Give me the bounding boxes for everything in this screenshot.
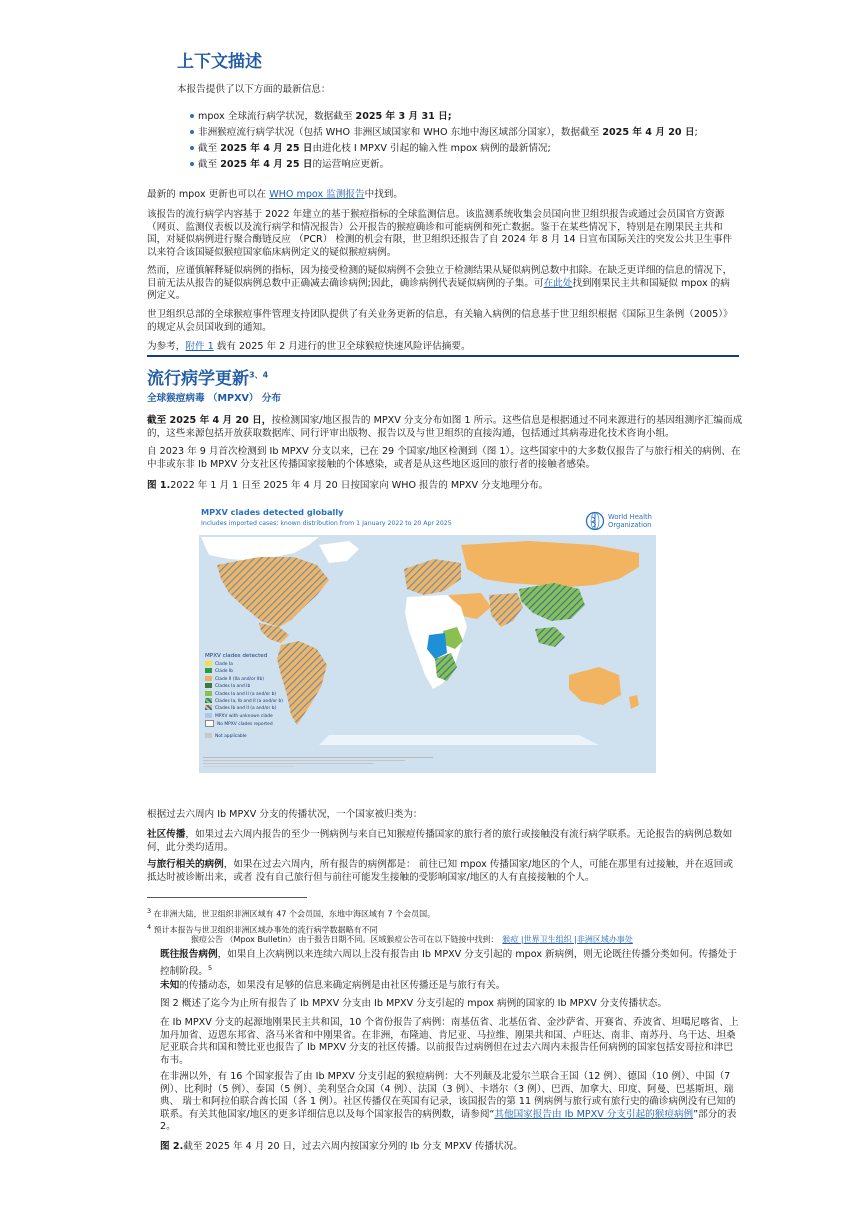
intro-text: 本报告提供了以下方面的最新信息： — [177, 84, 331, 95]
legend-item: Clades Ia and Ib — [205, 683, 315, 690]
footnote-4-cont: 猴痘公告 （Mpox Bulletin） 由于报告日期不同。区域猴痘公告可在以下链接中找到： 猴痘 |世界卫生组织 |非洲区域办事处 — [191, 935, 633, 944]
map-title: MPXV clades detected globally — [201, 507, 344, 517]
legend-swatch — [205, 683, 212, 688]
list-item: 截至 2025 年 4 月 25 日的运营响应更新。 — [190, 159, 389, 172]
who-logo: World Health Organization — [584, 511, 656, 531]
mpxv-clade-map — [199, 505, 656, 773]
map-legend — [205, 653, 315, 740]
footnote-3: $^3$ 在非洲大陆，世卫组织非洲区域有 47 个会员国，东地中海区域有 7 个会员国。 — [147, 907, 436, 919]
classification-intro: 根据过去六周内 Ib MPXV 分支的传播状况，一个国家被归类为： — [147, 809, 423, 820]
legend-item: Clades Ia, Ib and II (a and/or b) — [205, 698, 315, 705]
legend-title: MPXV clades detected — [205, 653, 268, 659]
legend-item: Clades Ib and II (a and/or b) — [205, 705, 315, 712]
ims-paragraph: 世卫组织总部的全球猴痘事件管理支持团队提供了有关业务更新的信息，有关输入病例的信息基于世卫组织根据《国际卫生条例（2005）》 的规定从会员国收到的通知。 — [147, 309, 733, 333]
footnote-divider — [147, 897, 307, 898]
antarctica — [319, 735, 599, 745]
legend-item: Clades Ia and II (a and/or b) — [205, 691, 315, 698]
mpox-report-link[interactable]: WHO mpox 监测报告 — [269, 189, 365, 200]
subsection-title: 全球猴痘病毒 （MPXV） 分布 — [147, 393, 282, 404]
bullet-icon — [190, 162, 194, 166]
suspected-cases-paragraph: 然而，应谨慎解释疑似病例的指标，因为接受检测的疑似病例不会独立于检测结果从疑似病例总数中扣除。在缺乏更详细的信息的情况下， 目前无法从报告的疑似病例总数中正确减去确诊病例;因此，确诊病例代表疑似病例的子集。可在此处找到刚果民主共和国疑似 mpox 的病 例定义。 — [147, 265, 733, 302]
legend-swatch — [205, 661, 212, 666]
legend-swatch — [205, 720, 214, 727]
legend-item: No MPXV clades reported — [205, 720, 315, 728]
section-title-context: 上下文描述 — [177, 52, 262, 72]
travel-related-paragraph: 与旅行相关的病例，如果在过去六周内，所有报告的病例都是： 前往已知 mpox 传播国家/地区的个人，可能在那里有过接触，并在返回或 抵达时被诊断出来，或者 没有自己旅行但与前往可能发生接触的受影响国家/地区的人有直接接触的个人。 — [147, 859, 733, 883]
legend-swatch — [205, 668, 212, 673]
bullet-icon — [190, 146, 194, 150]
distribution-paragraph: 截至 2025 年 4 月 20 日，按检测国家/地区报告的 MPXV 分支分布如图 1 所示。这些信息是根据通过不同来源进行的基因组测序汇编而成 的，这些来源包括开放获取数据库、同行评审出版物、报告以及与世卫组织的直接沟通，包括通过其病毒进化技术咨询小组。 — [147, 415, 743, 439]
annex-1-link[interactable]: 附件 1 — [185, 341, 214, 352]
list-item: mpox 全球流行病学状况，数据截至 2025 年 3 月 31 日; — [190, 111, 452, 124]
bullet-icon — [190, 114, 194, 118]
list-item: 非洲猴痘流行病学状况（包括 WHO 非洲区域国家和 WHO 东地中海区域部分国家），数据截至 2025 年 4 月 20 日; — [190, 127, 698, 140]
case-definition-link[interactable]: 在此处 — [543, 277, 573, 289]
outside-africa-paragraph: 在非洲以外，有 16 个国家报告了由 Ib MPXV 分支引起的猴痘病例：大不列颠及北爱尔兰联合王国（12 例）、德国（10 例）、中国（7 例）、比利时（5 例）、泰国（5 例）、美利坚合众国（4 例）、法国（3 例）、卡塔尔（3 例）、巴西、加拿大、印度、阿曼、巴基斯坦、瑞 典、 瑞士和阿拉伯联合酋长国（各 1 例）。社区传播仅在英国有记录，该国报告的第 11 例病例与旅行或有旅行史的确诊病例没有已知的 联系。有关其他国家/地区的更多详细信息以及每个国家报告的病例数，请参阅“其他国家报告由 Ib MPXV 分支引起的猴痘病例”部分的表 2。 — [160, 1071, 737, 1133]
drc-paragraph: 在 Ib MPXV 分支的起源地刚果民主共和国，10 个省份报告了病例：南基伍省、北基伍省、金沙萨省、开赛省、乔波省、坦噶尼喀省、上 加丹加省、迈恩东邦省、洛马米省和中刚果省。在非洲，布隆迪、肯尼亚、马拉维、刚果共和国、卢旺达、南非、南苏丹、乌干达、坦桑 尼亚联合共和国和赞比亚也报告了 Ib MPXV 分支的社区传播。以前报告过病例但在过去六周内未报告任何病例的国家包括安哥拉和津巴 布韦。 — [160, 1017, 739, 1066]
surveillance-paragraph: 该报告的流行病学内容基于 2022 年建立的基于猴痘指标的全球监测信息。该监测系统收集会员国向世卫组织报告或通过会员国官方资源 （网页、监测仪表板以及流行病学和情况报告）公开报告的猴痘确诊和可能病例和死亡数据。鉴于在某些情况下，特别是在刚果民主共和 国，对疑似病例进行聚合酶链反应 （PCR） 检测的机会有限，世卫组织还报告了自 2024 年 8 月 14 日宣布国际关注的突发公共卫生事件 以来符合该国疑似猴痘国家临床病例定义的疑似猴痘病例。 — [147, 209, 733, 258]
figure-2-intro: 图 2 概述了迄今为止所有报告了 Ib MPXV 分支由 Ib MPXV 分支引起的 mpox 病例的国家的 Ib MPXV 分支传播状态。 — [160, 998, 667, 1009]
clade-ib-paragraph: 自 2023 年 9 月首次检测到 Ib MPXV 分支以来，已在 29 个国家/地区检测到（图 1）。这些国家中的大多数仅报告了与旅行相关的病例、在 中非或东非 Ib MPXV 分支社区传播国家接触的个体感染，或者是从这些地区返回的旅行者的接触者感染。 — [147, 446, 741, 470]
legend-item: Clade Ib — [205, 668, 315, 675]
community-transmission-paragraph: 社区传播，如果过去六周内报告的至少一例病例与来自已知猴痘传播国家的旅行者的旅行或接触没有流行病学联系。无论报告的病例总数如 何，此分类均适用。 — [147, 829, 733, 853]
annex-paragraph: 为参考，附件 1 载有 2025 年 2 月进行的世卫全球猴痘快速风险评估摘要。 — [147, 341, 471, 352]
section-divider — [147, 355, 739, 357]
who-emblem-icon — [584, 511, 606, 531]
other-countries-section-link[interactable]: 其他国家报告由 Ib MPXV 分支引起的猴痘病例 — [494, 1108, 694, 1120]
map-disclaimer — [203, 755, 433, 771]
legend-swatch — [205, 691, 212, 696]
unknown-paragraph: 未知的传播动态，如果没有足够的信息来确定病例是由社区传播还是与旅行有关。 — [160, 980, 506, 991]
section-title-epi-update: 流行病学更新$^{3、4}$ — [147, 369, 269, 389]
controlled-paragraph: 既往报告病例，如果自上次病例以来连续六周以上没有报告由 Ib MPXV 分支引起的 mpox 新病例，则无论既往传播分类如何。传播处于 控制阶段。$^5$ — [160, 949, 737, 977]
legend-swatch — [205, 698, 212, 703]
legend-swatch — [205, 676, 212, 681]
legend-swatch — [205, 705, 212, 710]
list-item: 截至 2025 年 4 月 25 日由进化枝 I MPXV 引起的输入性 mpox 病例的最新情况; — [190, 143, 551, 156]
figure-2-caption: 图 2.截至 2025 年 4 月 20 日，过去六周内按国家分列的 Ib 分支 MPXV 传播状况。 — [160, 1141, 523, 1152]
update-paragraph: 最新的 mpox 更新也可以在 WHO mpox 监测报告中找到。 — [147, 189, 403, 200]
legend-item: Clade Ia — [205, 661, 315, 668]
legend-item: MPXV with unknown clade — [205, 713, 315, 720]
legend-swatch — [205, 713, 212, 718]
figure-1-caption: 图 1.2022 年 1 月 1 日至 2025 年 4 月 20 日按国家向 WHO 报告的 MPXV 分支地理分布。 — [147, 480, 549, 491]
bullet-icon — [190, 130, 194, 134]
footnote-4: $^4$ 预计本报告与世卫组织非洲区域办事处的流行病学数据略有不同 — [147, 923, 378, 935]
afro-mpox-bulletin-link[interactable]: 猴痘 |世界卫生组织 |非洲区域办事处 — [502, 935, 633, 944]
legend-swatch — [205, 733, 212, 738]
map-subtitle: Includes imported cases; known distribution from 1 January 2022 to 20 Apr 2025 — [201, 520, 452, 527]
legend-item: Clade II (IIa and/or IIb) — [205, 676, 315, 683]
legend-item: Not applicable — [205, 733, 315, 740]
